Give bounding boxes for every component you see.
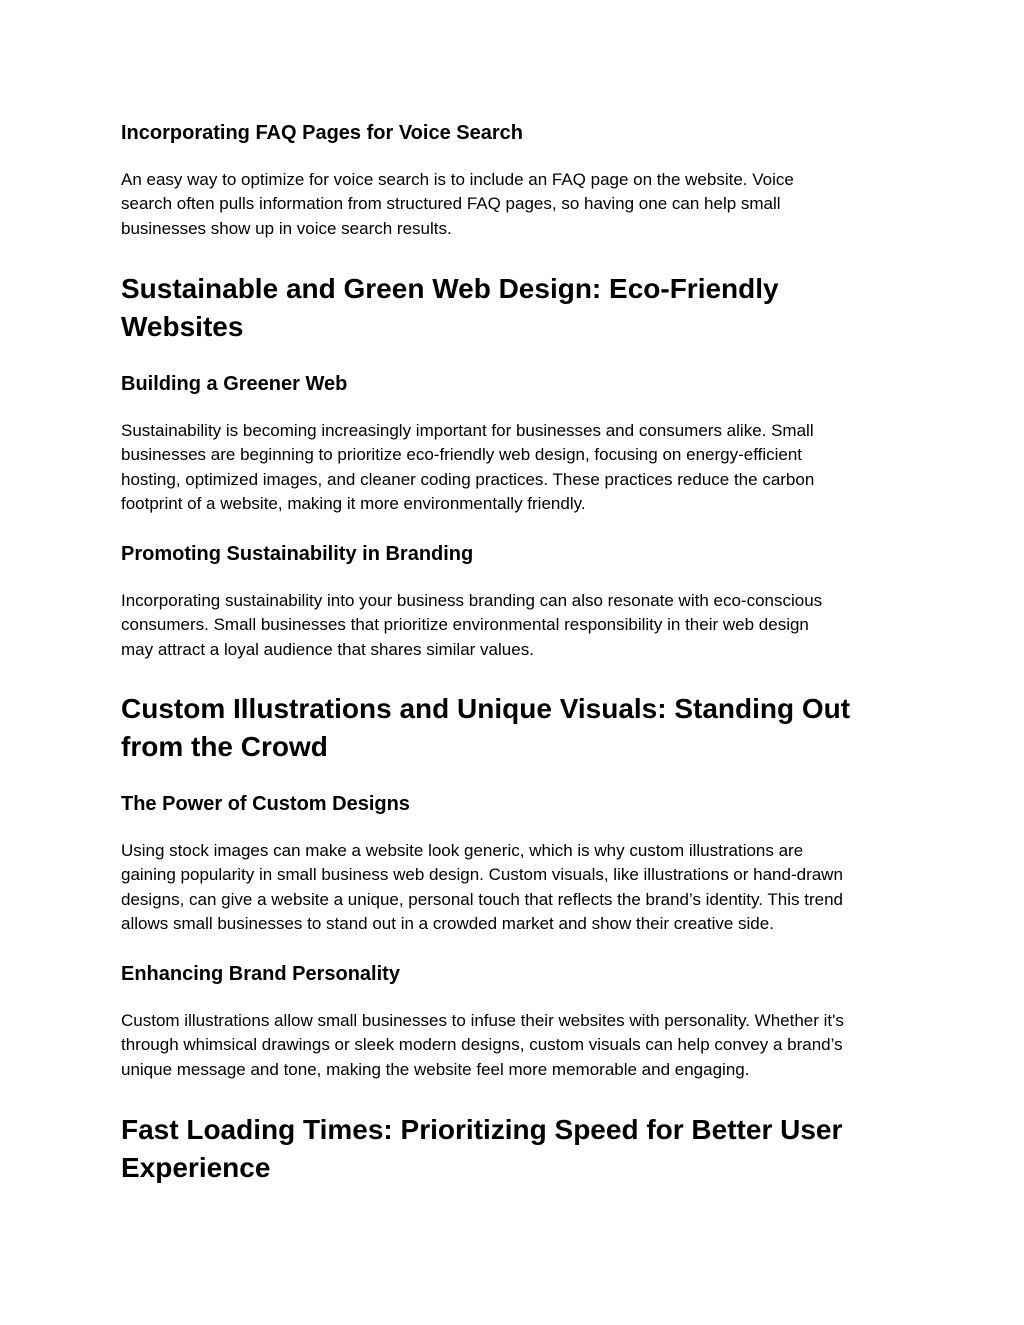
custom-designs-paragraph [121, 839, 911, 936]
brand-personality-paragraph [121, 1009, 911, 1082]
greener-web-heading: Building a Greener Web [121, 373, 348, 395]
sustainability-branding-paragraph-line: consumers. Small businesses that prioritize environmental responsibility in their web design [121, 615, 809, 635]
custom-illustrations-title [121, 690, 911, 766]
sustainability-branding-paragraph-line: may attract a loyal audience that shares similar values. [121, 639, 534, 659]
custom-illustrations-title-line: from the Crowd [121, 731, 328, 762]
faq-heading: Incorporating FAQ Pages for Voice Search [121, 122, 523, 144]
greener-web-paragraph-line: businesses are beginning to prioritize eco-friendly web design, focusing on energy-efficient [121, 445, 803, 465]
greener-web-paragraph [121, 419, 911, 516]
faq-paragraph-line: businesses show up in voice search results. [121, 218, 452, 238]
custom-designs-paragraph-line: allows small businesses to stand out in a crowded market and show their creative side. [121, 913, 774, 933]
custom-designs-paragraph-line: designs, can give a website a unique, personal touch that reflects the brand’s identity. This trend [121, 889, 843, 909]
fast-loading-title-line: Experience [121, 1152, 271, 1183]
custom-designs-paragraph-line: gaining popularity in small business web design. Custom visuals, like illustrations or hand-drawn [121, 865, 843, 885]
brand-personality-paragraph-line: Custom illustrations allow small businesses to infuse their websites with personality. Whether it's [121, 1011, 844, 1030]
green-design-title [121, 270, 911, 346]
brand-personality-paragraph-line: unique message and tone, making the website feel more memorable and engaging. [121, 1059, 750, 1079]
green-design-title-line: Websites [121, 311, 244, 342]
custom-illustrations-title-line: Custom Illustrations and Unique Visuals: Standing Out [121, 693, 851, 724]
green-design-title-line: Sustainable and Green Web Design: Eco-Friendly [121, 273, 779, 304]
sustainability-branding-paragraph [121, 589, 911, 662]
faq-paragraph-line: An easy way to optimize for voice search is to include an FAQ page on the website. Voice [121, 170, 794, 189]
faq-paragraph-line: search often pulls information from structured FAQ pages, so having one can help small [121, 194, 781, 214]
custom-designs-paragraph-line: Using stock images can make a website look generic, which is why custom illustrations are [121, 841, 804, 860]
sustainability-branding-paragraph-line: Incorporating sustainability into your business branding can also resonate with eco-conscious [121, 591, 823, 610]
greener-web-paragraph-line: Sustainability is becoming increasingly important for businesses and consumers alike. Small [121, 421, 814, 440]
faq-paragraph [121, 168, 911, 241]
fast-loading-title [121, 1111, 911, 1187]
brand-personality-heading: Enhancing Brand Personality [121, 963, 400, 985]
greener-web-paragraph-line: hosting, optimized images, and cleaner coding practices. These practices reduce the carbon [121, 469, 815, 489]
fast-loading-title-line: Fast Loading Times: Prioritizing Speed for Better User [121, 1114, 843, 1145]
greener-web-paragraph-line: footprint of a website, making it more environmentally friendly. [121, 493, 586, 513]
sustainability-branding-heading: Promoting Sustainability in Branding [121, 543, 474, 565]
custom-designs-heading: The Power of Custom Designs [121, 793, 410, 815]
brand-personality-paragraph-line: through whimsical drawings or sleek modern designs, custom visuals can help convey a brand’s [121, 1035, 843, 1055]
